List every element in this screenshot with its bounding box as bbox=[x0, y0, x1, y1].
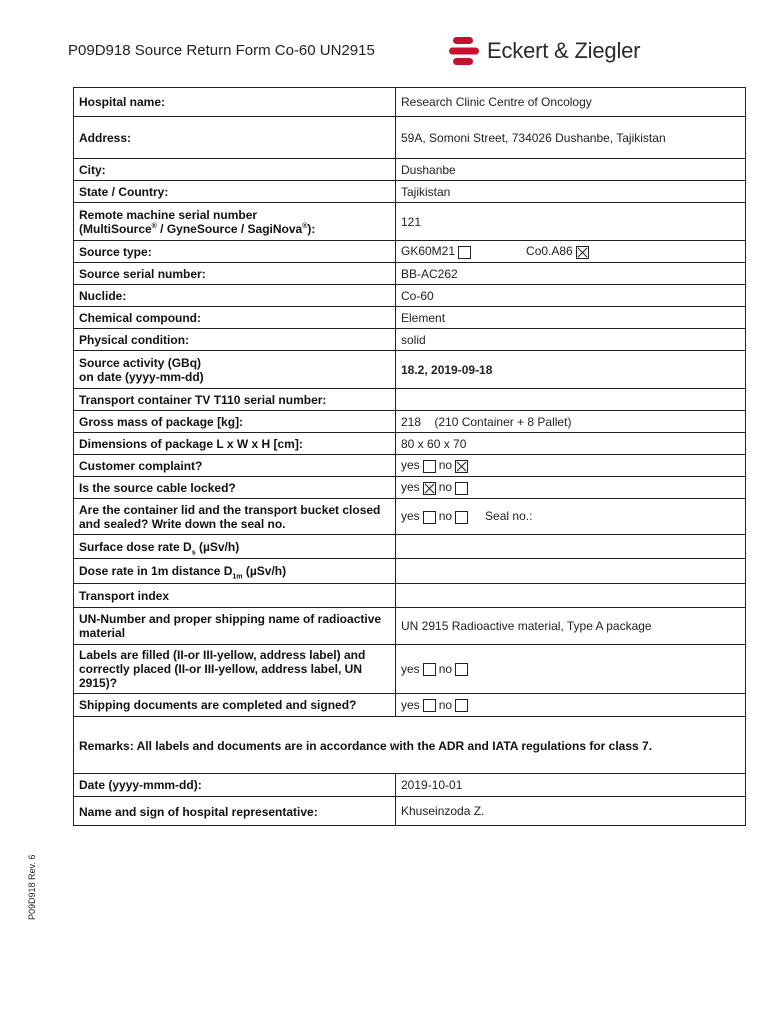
city-value[interactable]: Dushanbe bbox=[396, 159, 746, 181]
logo-text: Eckert & Ziegler bbox=[487, 38, 641, 63]
state-country-label: State / Country: bbox=[74, 181, 396, 203]
dose-1m-label-b: (µSv/h) bbox=[242, 564, 287, 578]
row-dose-1m bbox=[74, 559, 746, 584]
row-state-country bbox=[74, 181, 746, 203]
row-source-activity bbox=[74, 351, 746, 389]
dose-1m-label bbox=[74, 559, 396, 584]
transport-container-label: Transport container TV T110 serial number: bbox=[74, 389, 396, 411]
gross-mass-value[interactable]: 218 (210 Container + 8 Pallet) bbox=[396, 411, 746, 433]
surface-dose-value[interactable] bbox=[396, 535, 746, 559]
source-type-option1-checkbox[interactable] bbox=[458, 246, 471, 259]
row-labels-filled bbox=[74, 645, 746, 694]
shipping-docs-no-checkbox[interactable] bbox=[455, 699, 468, 712]
row-surface-dose bbox=[74, 535, 746, 559]
cable-locked-yes-checkbox[interactable] bbox=[423, 482, 436, 495]
dimensions-label: Dimensions of package L x W x H [cm]: bbox=[74, 433, 396, 455]
row-gross-mass bbox=[74, 411, 746, 433]
row-remarks bbox=[74, 717, 746, 774]
transport-container-value[interactable] bbox=[396, 389, 746, 411]
dose-1m-value[interactable] bbox=[396, 559, 746, 584]
row-dimensions bbox=[74, 433, 746, 455]
row-address bbox=[74, 117, 746, 159]
physical-condition-label: Physical condition: bbox=[74, 329, 396, 351]
remote-serial-label-part-b: / GyneSource / SagiNova bbox=[156, 221, 303, 236]
cable-locked-no-label: no bbox=[438, 480, 453, 495]
representative-value[interactable]: Khuseinzoda Z. bbox=[396, 797, 746, 826]
row-transport-index bbox=[74, 584, 746, 608]
row-source-serial bbox=[74, 263, 746, 285]
customer-complaint-no-checkbox[interactable] bbox=[455, 460, 468, 473]
source-activity-value[interactable]: 18.2, 2019-09-18 bbox=[396, 351, 746, 389]
remote-serial-label-line1: Remote machine serial number bbox=[79, 207, 258, 222]
container-sealed-no-checkbox[interactable] bbox=[455, 511, 468, 524]
row-hospital-name bbox=[74, 88, 746, 117]
customer-complaint-yes-label: yes bbox=[401, 458, 420, 473]
nuclide-value[interactable]: Co-60 bbox=[396, 285, 746, 307]
gross-mass-label: Gross mass of package [kg]: bbox=[74, 411, 396, 433]
address-value[interactable]: 59A, Somoni Street, 734026 Dushanbe, Tajikistan bbox=[396, 117, 746, 159]
customer-complaint-label: Customer complaint? bbox=[74, 455, 396, 477]
transport-index-value[interactable] bbox=[396, 584, 746, 608]
address-label: Address: bbox=[74, 117, 396, 159]
source-activity-label-line1: Source activity (GBq) bbox=[79, 355, 202, 370]
surface-dose-label-a: Surface dose rate D bbox=[79, 539, 192, 554]
surface-dose-label bbox=[74, 535, 396, 559]
source-serial-label: Source serial number: bbox=[74, 263, 396, 285]
row-shipping-docs bbox=[74, 694, 746, 717]
row-customer-complaint bbox=[74, 455, 746, 477]
source-serial-value[interactable]: BB-AC262 bbox=[396, 263, 746, 285]
un-number-value[interactable]: UN 2915 Radioactive material, Type A package bbox=[396, 608, 746, 645]
logo-mark-icon bbox=[449, 36, 479, 66]
shipping-docs-label: Shipping documents are completed and signed? bbox=[74, 694, 396, 717]
row-container-sealed bbox=[74, 499, 746, 535]
chemical-compound-value[interactable]: Element bbox=[396, 307, 746, 329]
source-activity-label bbox=[74, 351, 396, 389]
dimensions-value[interactable]: 80 x 60 x 70 bbox=[396, 433, 746, 455]
un-number-label: UN-Number and proper shipping name of radioactive material bbox=[74, 608, 396, 645]
source-type-value bbox=[396, 241, 746, 263]
city-label: City: bbox=[74, 159, 396, 181]
seal-number-label: Seal no.: bbox=[485, 509, 533, 524]
source-type-option1: GK60M21 bbox=[401, 244, 456, 259]
container-sealed-yes-label: yes bbox=[401, 509, 420, 524]
registered-mark-2: ® bbox=[302, 222, 308, 230]
company-logo bbox=[449, 34, 640, 68]
remote-serial-label-part-a: (MultiSource bbox=[79, 221, 152, 236]
representative-label: Name and sign of hospital representative: bbox=[74, 797, 396, 826]
container-sealed-no-label: no bbox=[438, 509, 453, 524]
row-remote-serial bbox=[74, 203, 746, 241]
customer-complaint-yes-checkbox[interactable] bbox=[423, 460, 436, 473]
surface-dose-label-sub: s bbox=[191, 548, 196, 556]
source-return-form bbox=[73, 87, 746, 826]
remarks-label: Remarks: All labels and documents are in accordance with the ADR and IATA regulations for class 7. bbox=[74, 717, 746, 774]
customer-complaint-value bbox=[396, 455, 746, 477]
date-label: Date (yyyy-mmm-dd): bbox=[74, 774, 396, 797]
revision-label: P09D918 Rev. 6 bbox=[27, 854, 37, 920]
cable-locked-value bbox=[396, 477, 746, 499]
row-source-type bbox=[74, 241, 746, 263]
labels-filled-yes-label: yes bbox=[401, 661, 420, 676]
row-cable-locked bbox=[74, 477, 746, 499]
source-type-option2: Co0.A86 bbox=[526, 244, 573, 259]
row-representative bbox=[74, 797, 746, 826]
state-country-value[interactable]: Tajikistan bbox=[396, 181, 746, 203]
row-transport-container bbox=[74, 389, 746, 411]
cable-locked-no-checkbox[interactable] bbox=[455, 482, 468, 495]
labels-filled-yes-checkbox[interactable] bbox=[423, 663, 436, 676]
hospital-name-label: Hospital name: bbox=[74, 88, 396, 117]
customer-complaint-no-label: no bbox=[438, 458, 453, 473]
row-city bbox=[74, 159, 746, 181]
container-sealed-value bbox=[396, 499, 746, 535]
labels-filled-no-label: no bbox=[438, 661, 453, 676]
row-physical-condition bbox=[74, 329, 746, 351]
row-nuclide bbox=[74, 285, 746, 307]
surface-dose-label-b: (µSv/h) bbox=[195, 539, 240, 554]
chemical-compound-label: Chemical compound: bbox=[74, 307, 396, 329]
remote-serial-label-part-c: ): bbox=[307, 221, 316, 236]
transport-index-label: Transport index bbox=[74, 584, 396, 608]
labels-filled-label: Labels are filled (II-or III-yellow, address label) and correctly placed (II-or III-yellow, address label, UN 2915)? bbox=[74, 645, 396, 694]
labels-filled-no-checkbox[interactable] bbox=[455, 663, 468, 676]
container-sealed-yes-checkbox[interactable] bbox=[423, 511, 436, 524]
shipping-docs-yes-checkbox[interactable] bbox=[423, 699, 436, 712]
physical-condition-value[interactable]: solid bbox=[396, 329, 746, 351]
container-sealed-label: Are the container lid and the transport bucket closed and sealed? Write down the seal no. bbox=[74, 499, 396, 535]
source-activity-label-line2: on date (yyyy-mm-dd) bbox=[79, 369, 204, 384]
source-type-label: Source type: bbox=[74, 241, 396, 263]
shipping-docs-yes-label: yes bbox=[401, 697, 420, 712]
labels-filled-value bbox=[396, 645, 746, 694]
row-chemical-compound bbox=[74, 307, 746, 329]
document-title: P09D918 Source Return Form Co-60 UN2915 bbox=[68, 42, 375, 59]
dose-1m-label-sub: 1m bbox=[232, 573, 243, 581]
remote-serial-label bbox=[74, 203, 396, 241]
row-date bbox=[74, 774, 746, 797]
registered-mark-1: ® bbox=[151, 222, 157, 230]
shipping-docs-value bbox=[396, 694, 746, 717]
remote-serial-value[interactable]: 121 bbox=[396, 203, 746, 241]
cable-locked-yes-label: yes bbox=[401, 480, 420, 495]
dose-1m-label-a: Dose rate in 1m distance D bbox=[79, 564, 233, 578]
source-type-option2-checkbox[interactable] bbox=[576, 246, 589, 259]
cable-locked-label: Is the source cable locked? bbox=[74, 477, 396, 499]
nuclide-label: Nuclide: bbox=[74, 285, 396, 307]
shipping-docs-no-label: no bbox=[438, 697, 453, 712]
row-un-number bbox=[74, 608, 746, 645]
hospital-name-value[interactable]: Research Clinic Centre of Oncology bbox=[396, 88, 746, 117]
date-value[interactable]: 2019-10-01 bbox=[396, 774, 746, 797]
